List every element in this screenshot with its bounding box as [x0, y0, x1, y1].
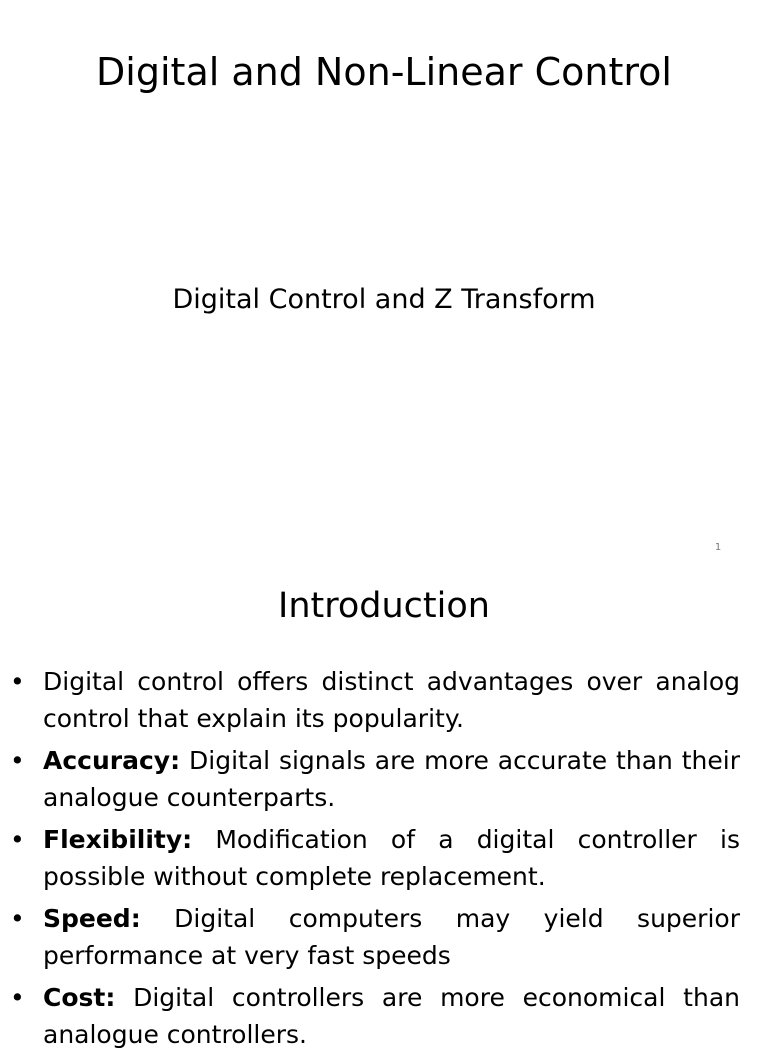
- bullet-text: Digital computers may yield superior performance at very fast speeds: [43, 904, 740, 970]
- bullet-item: [0, 979, 740, 1053]
- bullet-text: Modification of a digital controller is possible without complete replacement.: [43, 825, 740, 891]
- bullet-term: Flexibility:: [43, 825, 193, 854]
- bullet-text: Digital controllers are more economical than analogue controllers.: [43, 983, 740, 1049]
- slide-title: Digital and Non-Linear Control: [96, 50, 672, 94]
- bullet-icon: •: [10, 667, 25, 696]
- bullet-icon: •: [10, 904, 25, 933]
- slide-2: [0, 576, 768, 1049]
- slide-title: Introduction: [278, 586, 490, 626]
- bullet-icon: •: [10, 825, 25, 854]
- bullet-term: Accuracy:: [43, 746, 181, 775]
- bullet-text: Digital control offers distinct advantages over analog control that explain its popularity.: [43, 667, 740, 733]
- slide-number: 1: [714, 542, 722, 553]
- bullet-term: Speed:: [43, 904, 141, 933]
- bullet-term: Cost:: [43, 983, 116, 1012]
- bullet-icon: •: [10, 746, 25, 775]
- bullet-list: [0, 663, 768, 1058]
- bullet-text: Digital signals are more accurate than their analogue counterparts.: [43, 746, 740, 812]
- slide-subtitle: Digital Control and Z Transform: [172, 284, 596, 315]
- bullet-item: [0, 742, 740, 816]
- bullet-icon: •: [10, 983, 25, 1012]
- bullet-item: [0, 900, 740, 974]
- bullet-item: [0, 663, 740, 737]
- bullet-item: [0, 821, 740, 895]
